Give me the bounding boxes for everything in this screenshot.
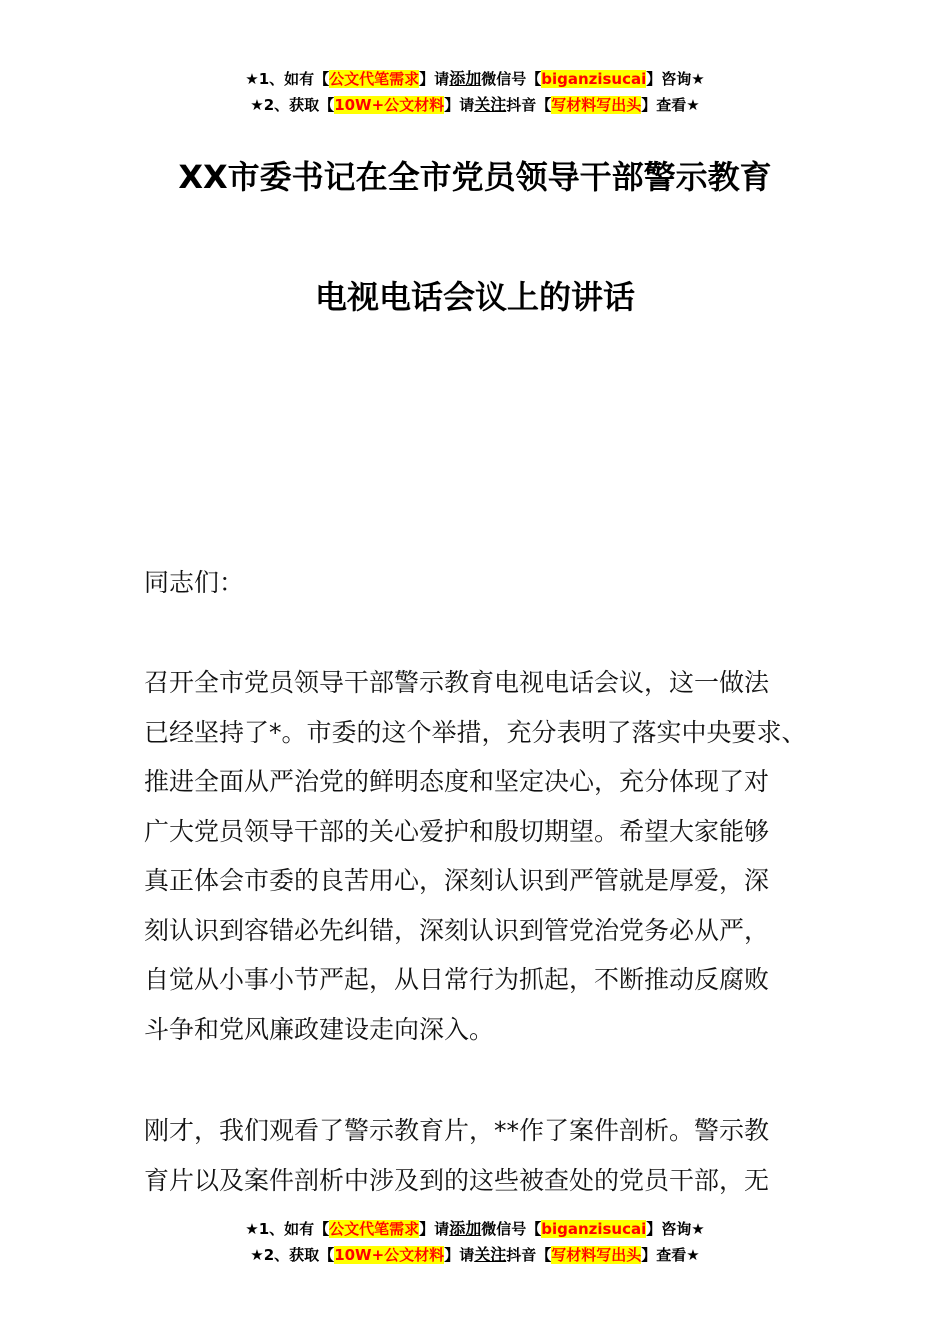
banner-line-2	[0, 1242, 950, 1268]
banner-text: 】查看★	[641, 96, 700, 114]
banner-text: 抖音【	[506, 1246, 552, 1264]
banner-highlight: 写材料写出头	[551, 96, 642, 114]
banner-highlight: 写材料写出头	[551, 1246, 642, 1264]
paragraph-line: 自觉从小事小节严起，从日常行为抓起，不断推动反腐败	[144, 965, 770, 994]
banner-line-1	[0, 1216, 950, 1242]
banner-text: 】请	[444, 96, 475, 114]
paragraph-line: 育片以及案件剖析中涉及到的这些被查处的党员干部，无	[144, 1165, 770, 1195]
banner-text: ★1、如有【	[245, 1220, 330, 1238]
header-banner	[0, 66, 950, 118]
banner-text: 】咨询★	[646, 1220, 705, 1238]
banner-text: ★2、获取【	[250, 1246, 335, 1264]
paragraph-line: 刻认识到容错必先纠错，深刻认识到管党治党务必从严，	[144, 915, 770, 945]
banner-highlight: 公文代笔需求	[329, 1220, 420, 1238]
banner-text: ★1、如有【	[245, 70, 330, 88]
banner-text: 】咨询★	[646, 70, 705, 88]
banner-text: 微信号【	[481, 70, 542, 88]
banner-underlined: 关注	[474, 1245, 507, 1264]
footer-banner	[0, 1216, 950, 1268]
paragraph-1	[144, 658, 824, 1054]
paragraph-line: 真正体会市委的良苦用心，深刻认识到严管就是厚爱，深	[144, 866, 770, 895]
paragraph-line: 召开全市党员领导干部警示教育电视电话会议，这一做法	[144, 668, 770, 697]
banner-underlined: 关注	[474, 95, 507, 114]
banner-text: 微信号【	[481, 1220, 542, 1238]
paragraph-2	[144, 1106, 824, 1205]
banner-text: 】请	[419, 70, 450, 88]
document-title-line-2: 电视电话会议上的讲话	[314, 278, 635, 316]
banner-highlight: 10W+公文材料	[334, 96, 445, 114]
banner-text: 】查看★	[641, 1246, 700, 1264]
paragraph-line: 刚才，我们观看了警示教育片，**作了案件剖析。警示教	[144, 1116, 770, 1145]
paragraph-line: 斗争和党风廉政建设走向深入。	[144, 1014, 495, 1044]
banner-highlight: biganzisucai	[541, 1220, 647, 1238]
banner-text: ★2、获取【	[250, 96, 335, 114]
paragraph-line: 广大党员领导干部的关心爱护和殷切期望。希望大家能够	[144, 816, 770, 846]
banner-highlight: 10W+公文材料	[334, 1246, 445, 1264]
banner-highlight: 公文代笔需求	[329, 70, 420, 88]
paragraph-line: 推进全面从严治党的鲜明态度和坚定决心，充分体现了对	[144, 767, 770, 796]
banner-text: 】请	[444, 1246, 475, 1264]
banner-underlined: 添加	[449, 69, 482, 88]
banner-line-2	[0, 92, 950, 118]
banner-text: 抖音【	[506, 96, 552, 114]
paragraph-line: 已经坚持了*。市委的这个举措，充分表明了落实中央要求、	[144, 717, 807, 747]
banner-text: 】请	[419, 1220, 450, 1238]
banner-line-1	[0, 66, 950, 92]
banner-highlight: biganzisucai	[541, 70, 647, 88]
document-title-line-1: XX市委书记在全市党员领导干部警示教育	[178, 158, 772, 196]
banner-underlined: 添加	[449, 1219, 482, 1238]
greeting: 同志们：	[144, 568, 245, 597]
